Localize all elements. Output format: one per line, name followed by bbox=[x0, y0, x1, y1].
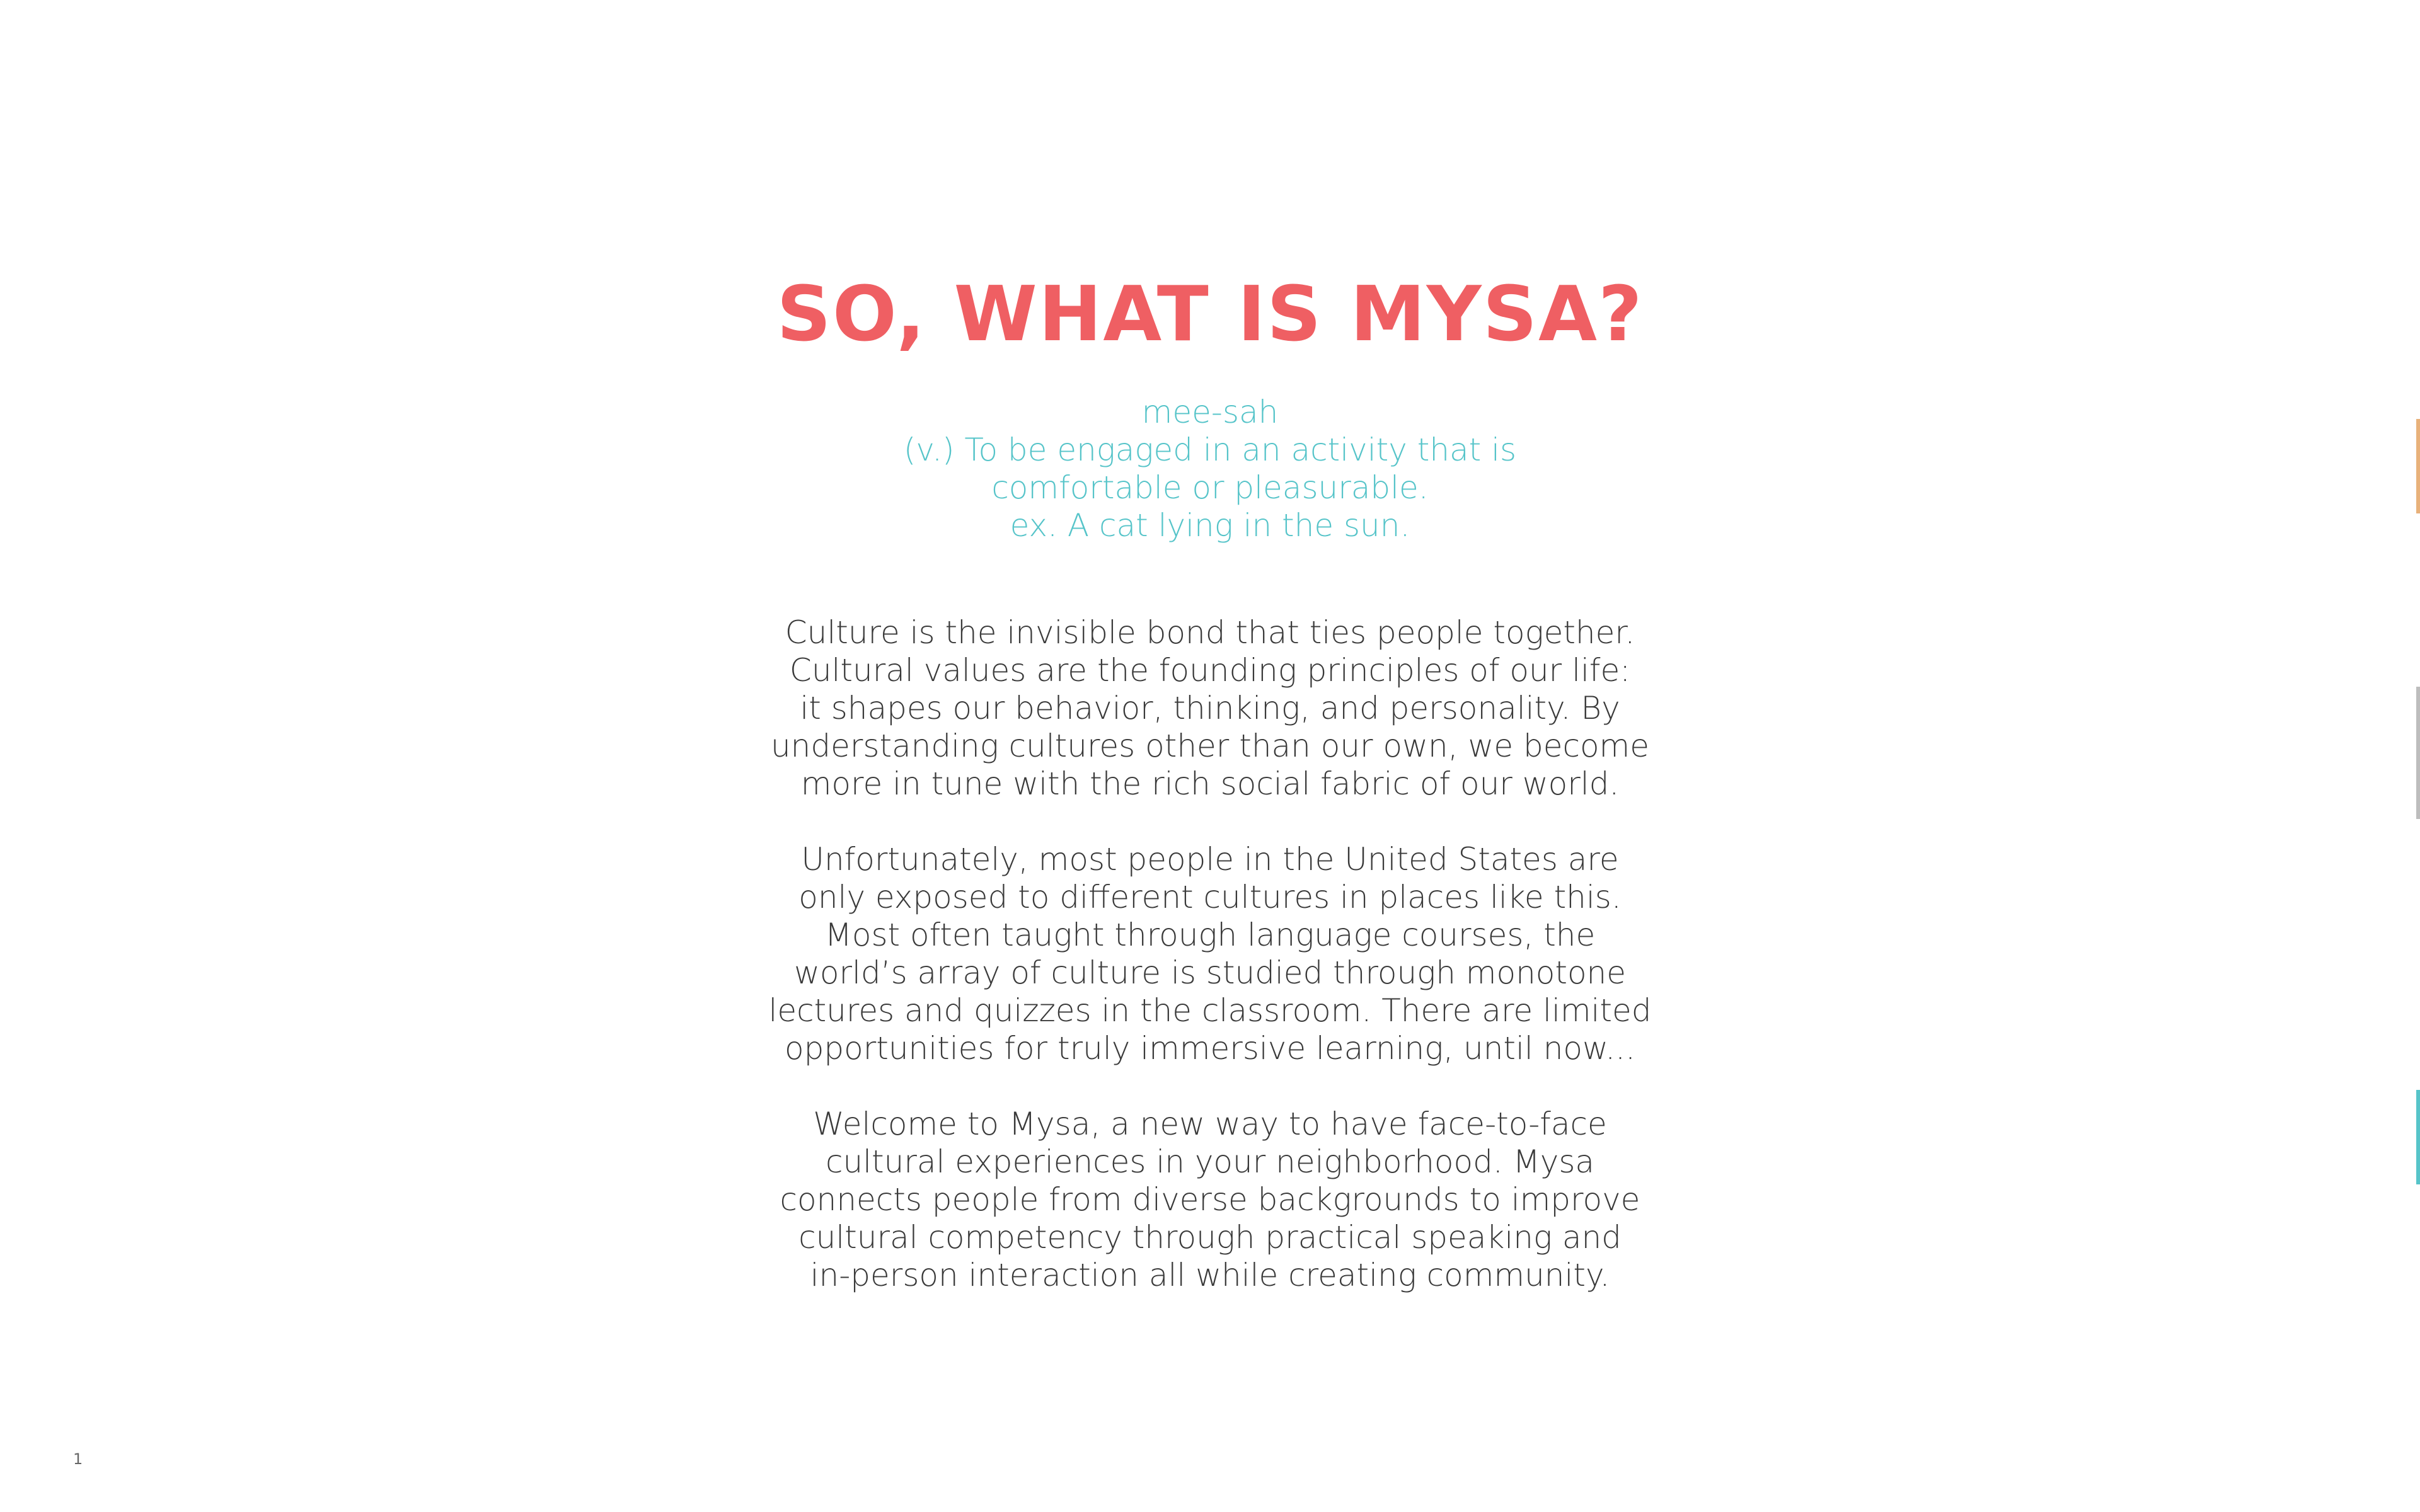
paragraph-line: only exposed to different cultures in places like this. bbox=[798, 879, 1622, 915]
paragraph-line: opportunities for truly immersive learning, until now... bbox=[785, 1030, 1635, 1067]
right-edge-accent bbox=[2416, 419, 2420, 513]
paragraph-line: in-person interaction all while creating community. bbox=[810, 1257, 1610, 1293]
paragraph-line: Welcome to Mysa, a new way to have face-to-face bbox=[813, 1106, 1607, 1142]
paragraph-line: Most often taught through language courses, the bbox=[824, 917, 1596, 953]
paragraph-line: lectures and quizzes in the classroom. There are limited bbox=[768, 992, 1652, 1029]
paragraph-welcome bbox=[706, 1105, 1714, 1294]
paragraph-line: understanding cultures other than our own, we become bbox=[770, 728, 1650, 764]
paragraph-line: it shapes our behavior, thinking, and personality. By bbox=[800, 690, 1620, 726]
paragraph-line: world’s array of culture is studied through monotone bbox=[794, 954, 1626, 991]
paragraph-learning bbox=[706, 840, 1714, 1067]
paragraph-line: cultural competency through practical speaking and bbox=[798, 1219, 1622, 1256]
paragraph-line: Unfortunately, most people in the United States are bbox=[801, 841, 1619, 878]
main-content bbox=[706, 265, 1714, 1332]
page-title: SO, WHAT IS MYSA? bbox=[776, 271, 1644, 358]
pronunciation: mee-sah bbox=[1141, 394, 1279, 430]
body-copy bbox=[706, 614, 1714, 1294]
page-number: 1 bbox=[73, 1450, 83, 1468]
paragraph-culture bbox=[706, 614, 1714, 803]
right-edge-accent bbox=[2416, 1090, 2420, 1184]
right-edge-accent bbox=[2416, 687, 2420, 819]
definition-line: (v.) To be engaged in an activity that is bbox=[903, 432, 1517, 468]
paragraph-line: Culture is the invisible bond that ties people together. bbox=[785, 614, 1635, 651]
example-line: ex. A cat lying in the sun. bbox=[1010, 507, 1410, 544]
paragraph-line: connects people from diverse backgrounds to improve bbox=[780, 1181, 1640, 1218]
paragraph-line: Cultural values are the founding principles of our life: bbox=[789, 652, 1631, 689]
definition-line: comfortable or pleasurable. bbox=[991, 469, 1429, 506]
paragraph-line: cultural experiences in your neighborhood. Mysa bbox=[825, 1143, 1595, 1180]
definition-block bbox=[706, 393, 1714, 544]
paragraph-line: more in tune with the rich social fabric of our world. bbox=[800, 765, 1620, 802]
